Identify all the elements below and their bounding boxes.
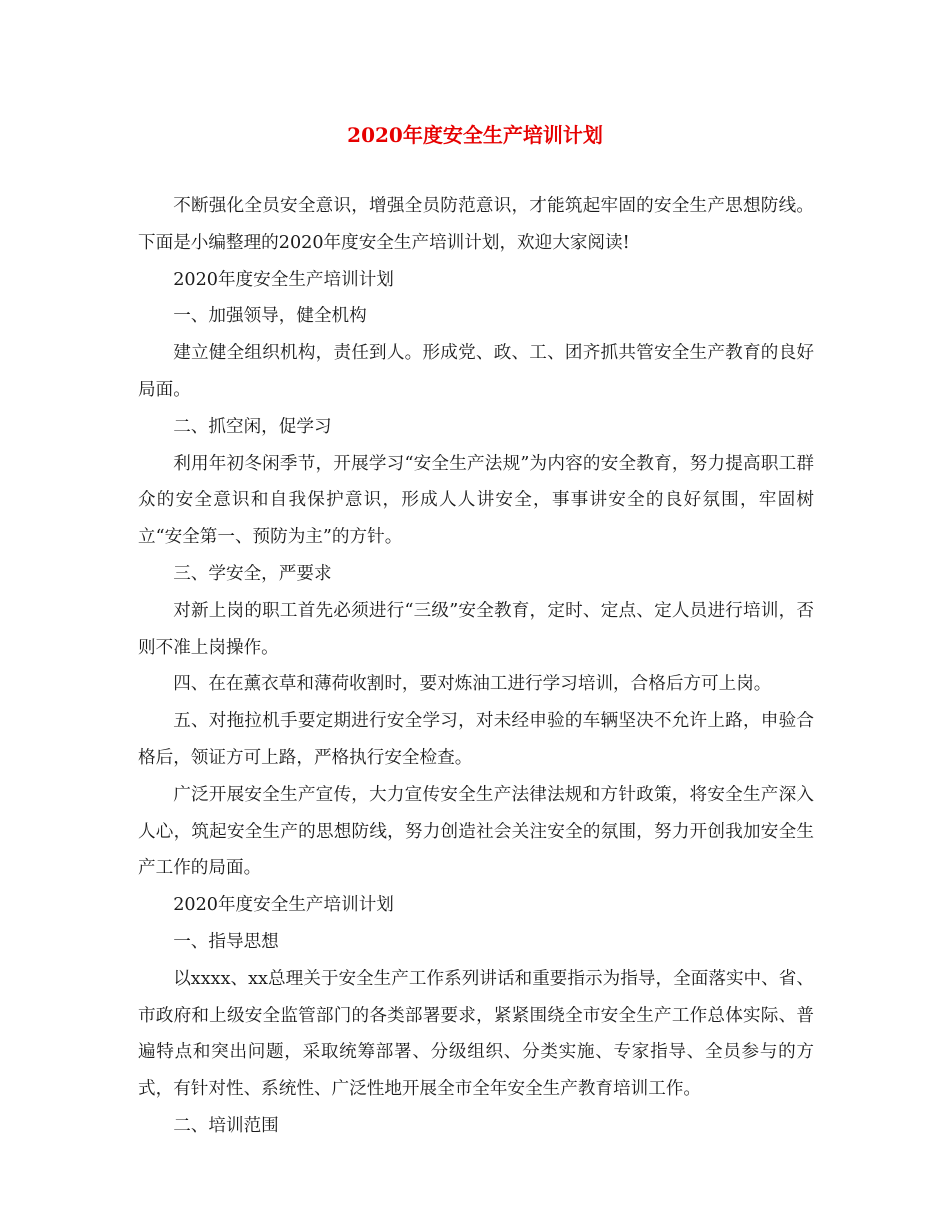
paragraph-new-staff: 对新上岗的职工首先必须进行“三级”安全教育，定时、定点、定人员进行培训，否则不准上岗操作。: [138, 600, 814, 658]
heading-leadership: 一、加强领导，健全机构: [173, 306, 367, 327]
section-heading-plan-2: 2020年度安全生产培训计划: [173, 895, 394, 916]
paragraph-organization: 建立健全组织机构，责任到人。形成党、政、工、团齐抓共管安全生产教育的良好局面。: [138, 343, 814, 400]
section-heading-plan-1: 2020年度安全生产培训计划: [173, 269, 394, 290]
paragraph-winter-study: 利用年初冬闲季节，开展学习“安全生产法规”为内容的安全教育，努力提高职工群众的安全意识和自我保护意识，形成人人讲安全，事事讲安全的良好氛围，牢固树立“安全第一、预防为主”的方针。: [138, 453, 814, 548]
paragraph-publicity: 广泛开展安全生产宣传，大力宣传安全生产法律法规和方针政策，将安全生产深入人心，筑起安全生产的思想防线，努力创造社会关注安全的氛围，努力开创我加安全生产工作的局面。: [138, 784, 814, 879]
heading-training-scope: 二、培训范围: [173, 1115, 279, 1136]
paragraph-intro: 不断强化全员安全意识，增强全员防范意识，才能筑起牢固的安全生产思想防线。下面是小编整理的2020年度安全生产培训计划，欢迎大家阅读!: [138, 196, 814, 253]
document-title: 2020年度安全生产培训计划: [347, 123, 603, 147]
heading-guiding-ideology: 一、指导思想: [173, 931, 279, 952]
paragraph-guiding-ideology: 以xxxx、xx总理关于安全生产工作系列讲话和重要指示为指导，全面落实中、省、市政府和上级安全监管部门的各类部署要求，紧紧围绕全市安全生产工作总体实际、普遍特点和突出问题，采取统筹部署、分级组织、分类实施、专家指导、全员参与的方式，有针对性、系统性、广泛性地开展全市全年安全生产教育培训工作。: [138, 968, 814, 1100]
heading-study: 二、抓空闲，促学习: [173, 416, 332, 437]
heading-requirements: 三、学安全，严要求: [173, 563, 332, 584]
document-body: [138, 188, 814, 1145]
paragraph-tractor-safety: 五、对拖拉机手要定期进行安全学习，对未经申验的车辆坚决不允许上路，申验合格后，领证方可上路，严格执行安全检查。: [138, 711, 814, 768]
paragraph-harvest-training: 四、在在薰衣草和薄荷收割时，要对炼油工进行学习培训，合格后方可上岗。: [173, 674, 772, 695]
